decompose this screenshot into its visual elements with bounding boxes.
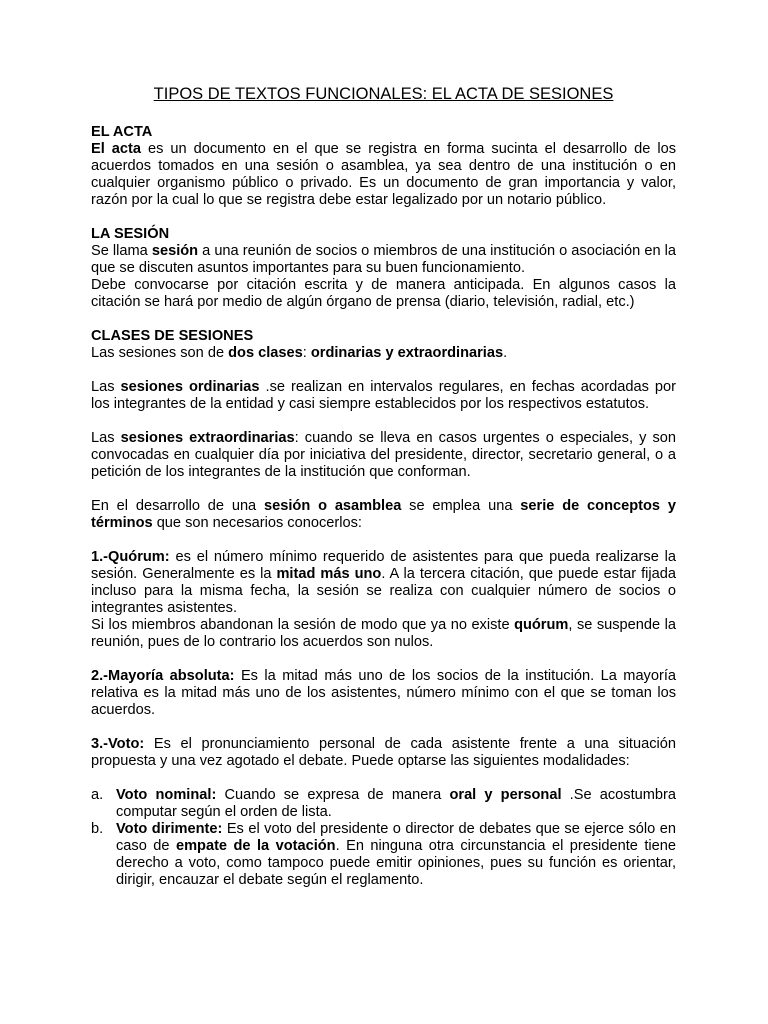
quorum-paragraph-1: 1.-Quórum: es el número mínimo requerido de asistentes para que pueda realizarse la sesión. Generalmente es la mitad más uno. A la tercera citación, que puede estar fijada incluso para la misma fecha, la sesión se realiza con cualquier número de socios o integrantes asistentes.: [91, 549, 676, 616]
list-item-voto-nominal: a. Voto nominal: Cuando se expresa de manera oral y personal .Se acostumbra computar según el orden de lista.: [91, 787, 676, 820]
acta-paragraph: El acta es un documento en el que se registra en forma sucinta el desarrollo de los acuerdos tomados en una sesión o asamblea, ya sea dentro de una institución o en cualquier organismo público o privado. Es un documento de gran importancia y valor, razón por la cual lo que se registra debe estar legalizado por un notario público.: [91, 141, 676, 208]
list-marker: a.: [91, 787, 104, 803]
sesion-paragraph-1: Se llama sesión a una reunión de socios o miembros de una institución o asociación en la que se discuten asuntos importantes para su buen funcionamiento.: [91, 243, 676, 276]
list-item-voto-dirimente: b. Voto dirimente: Es el voto del presidente o director de debates que se ejerce sólo en caso de empate de la votación. En ninguna otra circunstancia el presidente tiene derecho a voto, como tampoco puede emitir opiniones, pues su función es orientar, dirigir, encauzar el debate según el reglamento.: [91, 821, 676, 888]
voto-modalidades-list: [91, 787, 676, 889]
document-title: TIPOS DE TEXTOS FUNCIONALES: EL ACTA DE SESIONES: [153, 85, 614, 103]
acta-term: El acta: [91, 141, 141, 157]
conceptos-paragraph: En el desarrollo de una sesión o asamblea se emplea una serie de conceptos y términos que son necesarios conocerlos:: [91, 498, 676, 531]
sesion-paragraph-2: Debe convocarse por citación escrita y de manera anticipada. En algunos casos la citación se hará por medio de algún órgano de prensa (diario, televisión, radial, etc.): [91, 277, 676, 310]
sesiones-ordinarias-paragraph: Las sesiones ordinarias .se realizan en intervalos regulares, en fechas acordadas por los integrantes de la entidad y casi siempre establecidos por los respectivos estatutos.: [91, 379, 676, 412]
clases-intro: Las sesiones son de dos clases: ordinarias y extraordinarias.: [91, 345, 508, 361]
list-marker: b.: [91, 821, 104, 837]
mayoria-label: 2.-Mayoría absoluta:: [91, 668, 235, 684]
mayoria-paragraph: 2.-Mayoría absoluta: Es la mitad más uno de los socios de la institución. La mayoría relativa es la mitad más uno de los asistentes, número mínimo con el que se toman los acuerdos.: [91, 668, 676, 718]
section-heading-sesion: LA SESIÓN: [91, 226, 170, 242]
quorum-paragraph-2: Si los miembros abandonan la sesión de modo que ya no existe quórum, se suspende la reunión, pues de lo contrario los acuerdos son nulos.: [91, 617, 676, 650]
voto-label: 3.-Voto:: [91, 736, 145, 752]
section-heading-clases: CLASES DE SESIONES: [91, 328, 254, 344]
document-page: [91, 84, 676, 889]
quorum-label: 1.-Quórum:: [91, 549, 170, 565]
sesion-term: sesión: [151, 243, 199, 259]
voto-paragraph: 3.-Voto: Es el pronunciamiento personal de cada asistente frente a una situación propuesta y una vez agotado el debate. Puede optarse las siguientes modalidades:: [91, 736, 676, 769]
sesiones-extraordinarias-paragraph: Las sesiones extraordinarias: cuando se lleva en casos urgentes o especiales, y son convocadas en cualquier día por iniciativa del presidente, director, secretario general, o a petición de los integrantes de la institución que conforman.: [91, 430, 677, 480]
section-heading-acta: EL ACTA: [91, 124, 153, 140]
